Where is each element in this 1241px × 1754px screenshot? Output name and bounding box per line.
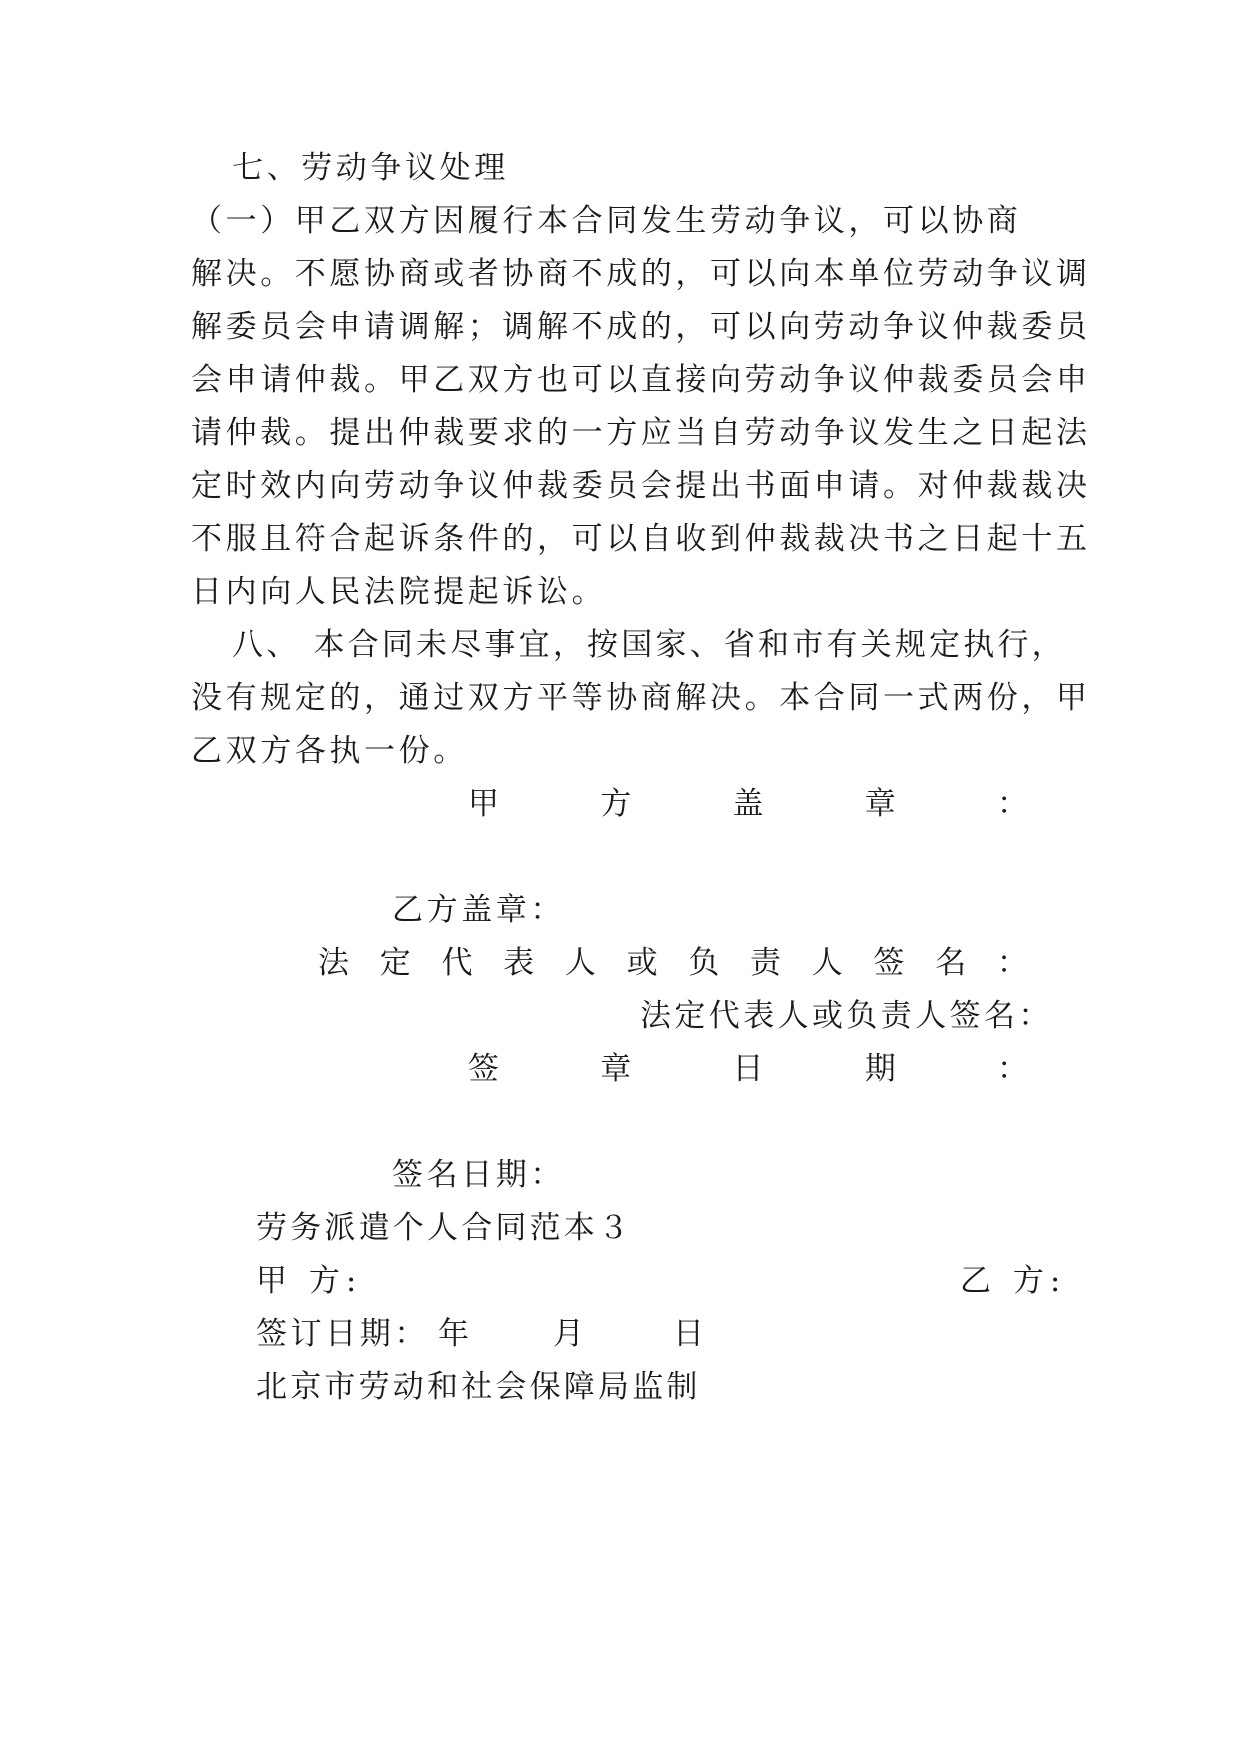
section-7-heading: 七、劳动争议处理 xyxy=(232,150,509,186)
legal-rep-char: 法 xyxy=(318,945,349,981)
party-a-seal-char: ： xyxy=(997,786,1028,822)
signing-date-day: 日 xyxy=(673,1316,704,1352)
seal-date-label xyxy=(468,1049,1028,1089)
legal-rep-signature-spread xyxy=(318,943,1028,983)
legal-rep-char: 人 xyxy=(564,945,596,981)
legal-rep-char: ： xyxy=(996,945,1028,981)
party-a-label: 甲 方: xyxy=(256,1263,363,1299)
party-a-seal-char: 甲 xyxy=(468,786,499,822)
section-7-line-5: 请仲裁。提出仲裁要求的一方应当自劳动争议发生之日起法 xyxy=(191,415,1091,451)
seal-date-char: 期 xyxy=(864,1051,896,1087)
section-7-line-2: 解决。不愿协商或者协商不成的，可以向本单位劳动争议调 xyxy=(191,256,1091,292)
legal-rep-char: 负 xyxy=(688,945,720,981)
party-a-seal-char: 盖 xyxy=(732,786,764,822)
legal-rep-char: 代 xyxy=(441,945,473,981)
legal-rep-char: 签 xyxy=(873,945,905,981)
section-8-line-2: 没有规定的，通过双方平等协商解决。本合同一式两份，甲 xyxy=(191,680,1091,716)
signing-date-label: 签订日期： xyxy=(256,1316,429,1352)
legal-rep-char: 或 xyxy=(626,945,658,981)
seal-date-char: 章 xyxy=(600,1051,632,1087)
legal-rep-char: 责 xyxy=(750,945,782,981)
party-a-seal-char: 方 xyxy=(600,786,632,822)
section-7-line-1 xyxy=(191,201,1051,241)
seal-date-char: 日 xyxy=(732,1051,764,1087)
section-7-line-4: 会申请仲裁。甲乙双方也可以直接向劳动争议仲裁委员会申 xyxy=(191,362,1091,398)
seal-date-char: ： xyxy=(997,1051,1028,1087)
section-7-line-6: 定时效内向劳动争议仲裁委员会提出书面申请。对仲裁裁决 xyxy=(191,468,1091,504)
seal-date-char: 签 xyxy=(468,1051,499,1087)
legal-rep-char: 定 xyxy=(379,945,411,981)
legal-rep-signature-label: 法定代表人或负责人签名： xyxy=(640,998,1053,1034)
legal-rep-char: 表 xyxy=(503,945,535,981)
sign-date-label: 签名日期： xyxy=(392,1157,565,1193)
contract-title: 劳务派遣个人合同范本３ xyxy=(256,1210,633,1246)
party-b-seal-label: 乙方盖章： xyxy=(392,892,565,928)
legal-rep-char: 名 xyxy=(935,945,967,981)
section-8-line-3: 乙双方各执一份。 xyxy=(191,733,468,769)
section-7-line-1-text: （一）甲乙双方因履行本合同发生劳动争议，可以协商 xyxy=(191,203,1022,239)
legal-rep-char: 人 xyxy=(811,945,843,981)
signing-date-month: 月 xyxy=(553,1316,584,1352)
signing-date-year: 年 xyxy=(438,1316,469,1352)
section-7-line-8: 日内向人民法院提起诉讼。 xyxy=(191,574,607,610)
supervisor-label: 北京市劳动和社会保障局监制 xyxy=(256,1369,701,1405)
party-b-label: 乙 方: xyxy=(960,1263,1067,1299)
party-a-seal-label xyxy=(468,784,1028,824)
section-7-line-3: 解委员会申请调解；调解不成的，可以向劳动争议仲裁委员 xyxy=(191,309,1091,345)
party-a-seal-char: 章 xyxy=(864,786,896,822)
section-8-line-1: 八、 本合同未尽事宜，按国家、省和市有关规定执行， xyxy=(232,627,1066,663)
section-7-line-7: 不服且符合起诉条件的，可以自收到仲裁裁决书之日起十五 xyxy=(191,521,1091,557)
